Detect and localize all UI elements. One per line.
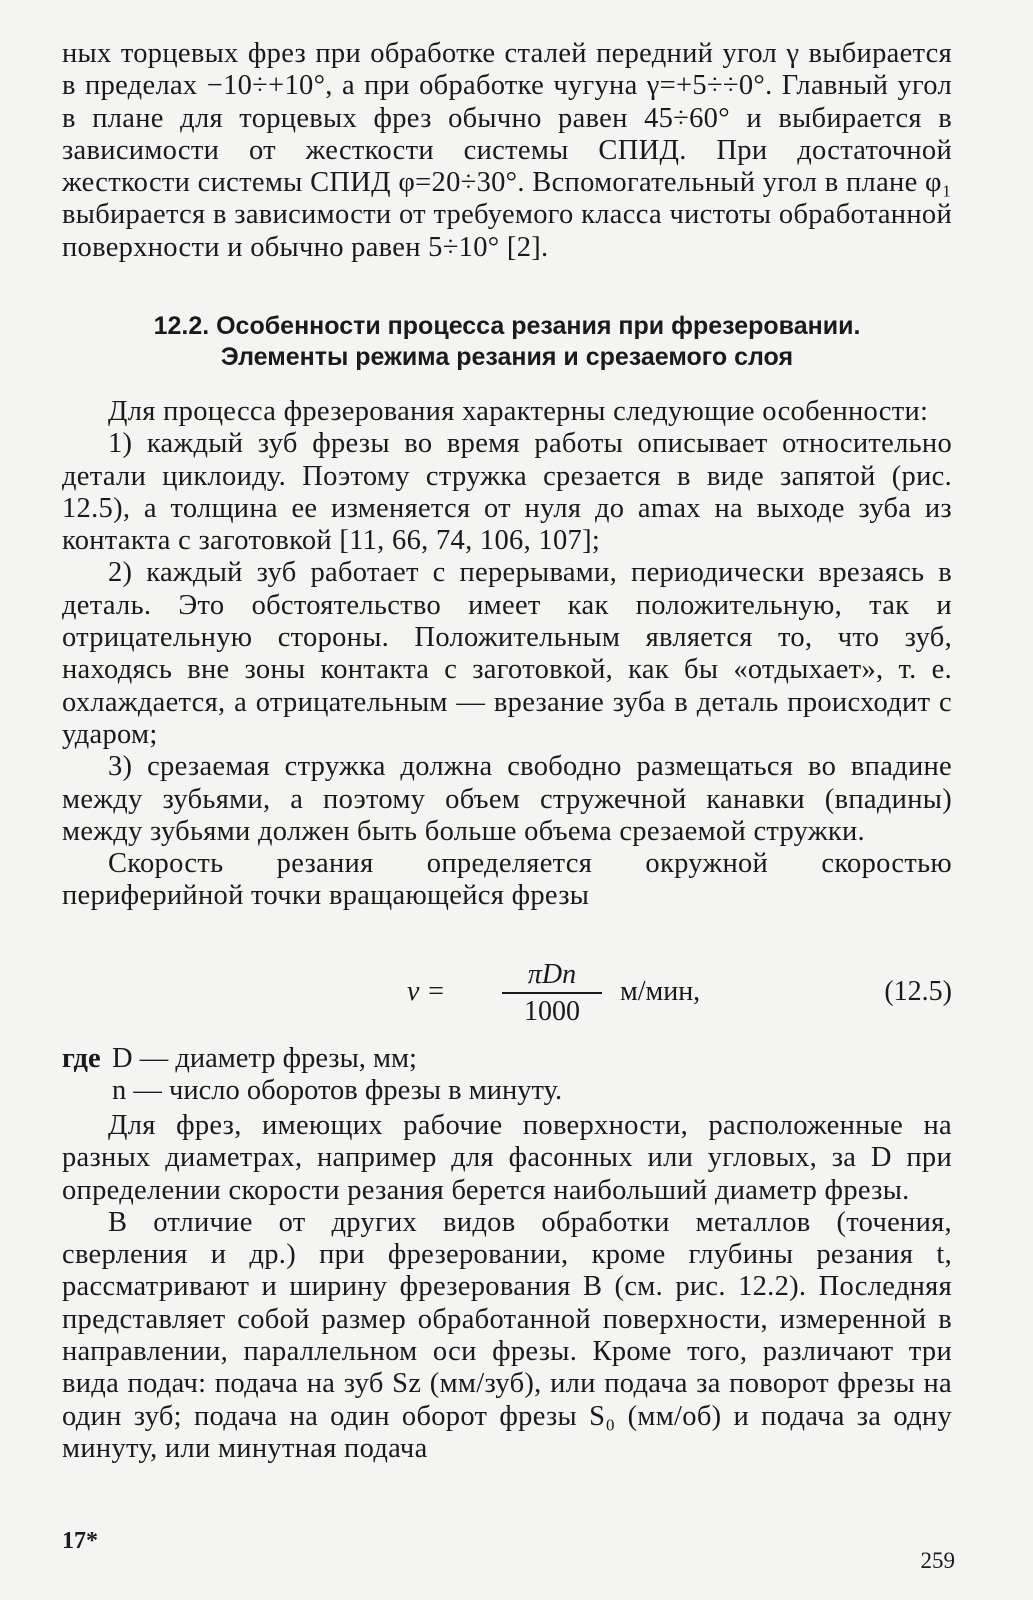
features-block — [62, 396, 952, 913]
feeds-paragraph: В отличие от других видов обработки металлов (точения, сверления и др.) при фрезеровании, кроме глубины резания t, рассматривают и ширину фрезерования B (см. рис. 12.2). Последняя представляет собой размер обработанной поверхности, измеренной в направлении, параллельном оси фрезы. Кроме того, различают три вида подач: подача на зуб Sz (мм/зуб), или подача за поворот фрезы на один зуб; подача на один оборот фрезы S₀ (мм/об) и подача за одну минуту, или минутная подача — [62, 1206, 952, 1464]
where-label: где — [62, 1043, 101, 1074]
features-intro: Для процесса фрезерования характерны следующие особенности: — [108, 396, 929, 427]
feature-item-1: 1) каждый зуб фрезы во время работы описывает относительно детали циклоиду. Поэтому стружка срезается в виде запятой (рис. 12.5), а толщина ее изменяется от нуля до amax на выходе зуба из контакта с заготовкой [11, 66, 74, 106, 107]; — [62, 428, 952, 557]
formula-12-5 — [62, 960, 952, 1030]
where-n-text: n — число оборотов фрезы в минуту. — [112, 1075, 563, 1106]
top-paragraph: ных торцевых фрез при обработке сталей передний угол γ выбирается в пределах −10÷+10°, а при обработке чугуна γ=+5÷÷0°. Главный угол в плане для торцевых фрез обычно равен 45÷60° и выбирается в зависимости от жесткости системы СПИД. При достаточной жесткости системы СПИД φ=20÷30°. Вспомогательный угол в плане φ₁ выбирается в зависимости от требуемого класса чистоты обработанной поверхности и обычно равен 5÷10° [2]. — [62, 38, 952, 263]
where-D-text: D — диаметр фрезы, мм; — [112, 1043, 417, 1074]
feature-item-2: 2) каждый зуб работает с перерывами, периодически врезаясь в деталь. Это обстоятельство имеет как положительную, так и отрицательную стороны. Положительным является то, что зуб, находясь вне зоны контакта с заготовкой, как бы «отдыхает», т. е. охлаждается, а отрицательным — врезание зуба в деталь происходит с ударом; — [62, 557, 952, 750]
page-number: 259 — [920, 1548, 955, 1573]
formula-unit: м/мин, — [620, 976, 701, 1007]
fraction-bar — [502, 992, 602, 994]
signature-mark: 17* — [62, 1528, 98, 1554]
section-heading-line-1: 12.2. Особенности процесса резания при фрезеровании. — [153, 312, 861, 340]
where-definitions — [62, 1043, 952, 1107]
cutting-speed-paragraph: Скорость резания определяется окружной скоростью периферийной точки вращающейся фрезы — [62, 848, 952, 912]
formula-denominator: 1000 — [524, 995, 580, 1027]
where-row-n — [62, 1075, 952, 1107]
formula-lhs: v = — [407, 976, 446, 1007]
section-heading — [62, 311, 952, 373]
formula-numerator: πDn — [527, 959, 577, 990]
shaped-cutters-paragraph: Для фрез, имеющих рабочие поверхности, расположенные на разных диаметрах, например для фасонных или угловых, за D при определении скорости резания берется наибольший диаметр фрезы. — [62, 1110, 952, 1206]
feature-item-3: 3) срезаемая стружка должна свободно размещаться во впадине между зубьями, а поэтому объем стружечной канавки (впадины) между зубьями должен быть больше объема срезаемой стружки. — [62, 751, 952, 847]
formula-fraction — [502, 960, 602, 1027]
equation-number: (12.5) — [884, 976, 952, 1007]
section-heading-line-2: Элементы режима резания и срезаемого слоя — [220, 343, 794, 371]
top-paragraph-block — [62, 38, 952, 264]
closing-block — [62, 1110, 952, 1465]
where-row-D — [62, 1043, 952, 1075]
